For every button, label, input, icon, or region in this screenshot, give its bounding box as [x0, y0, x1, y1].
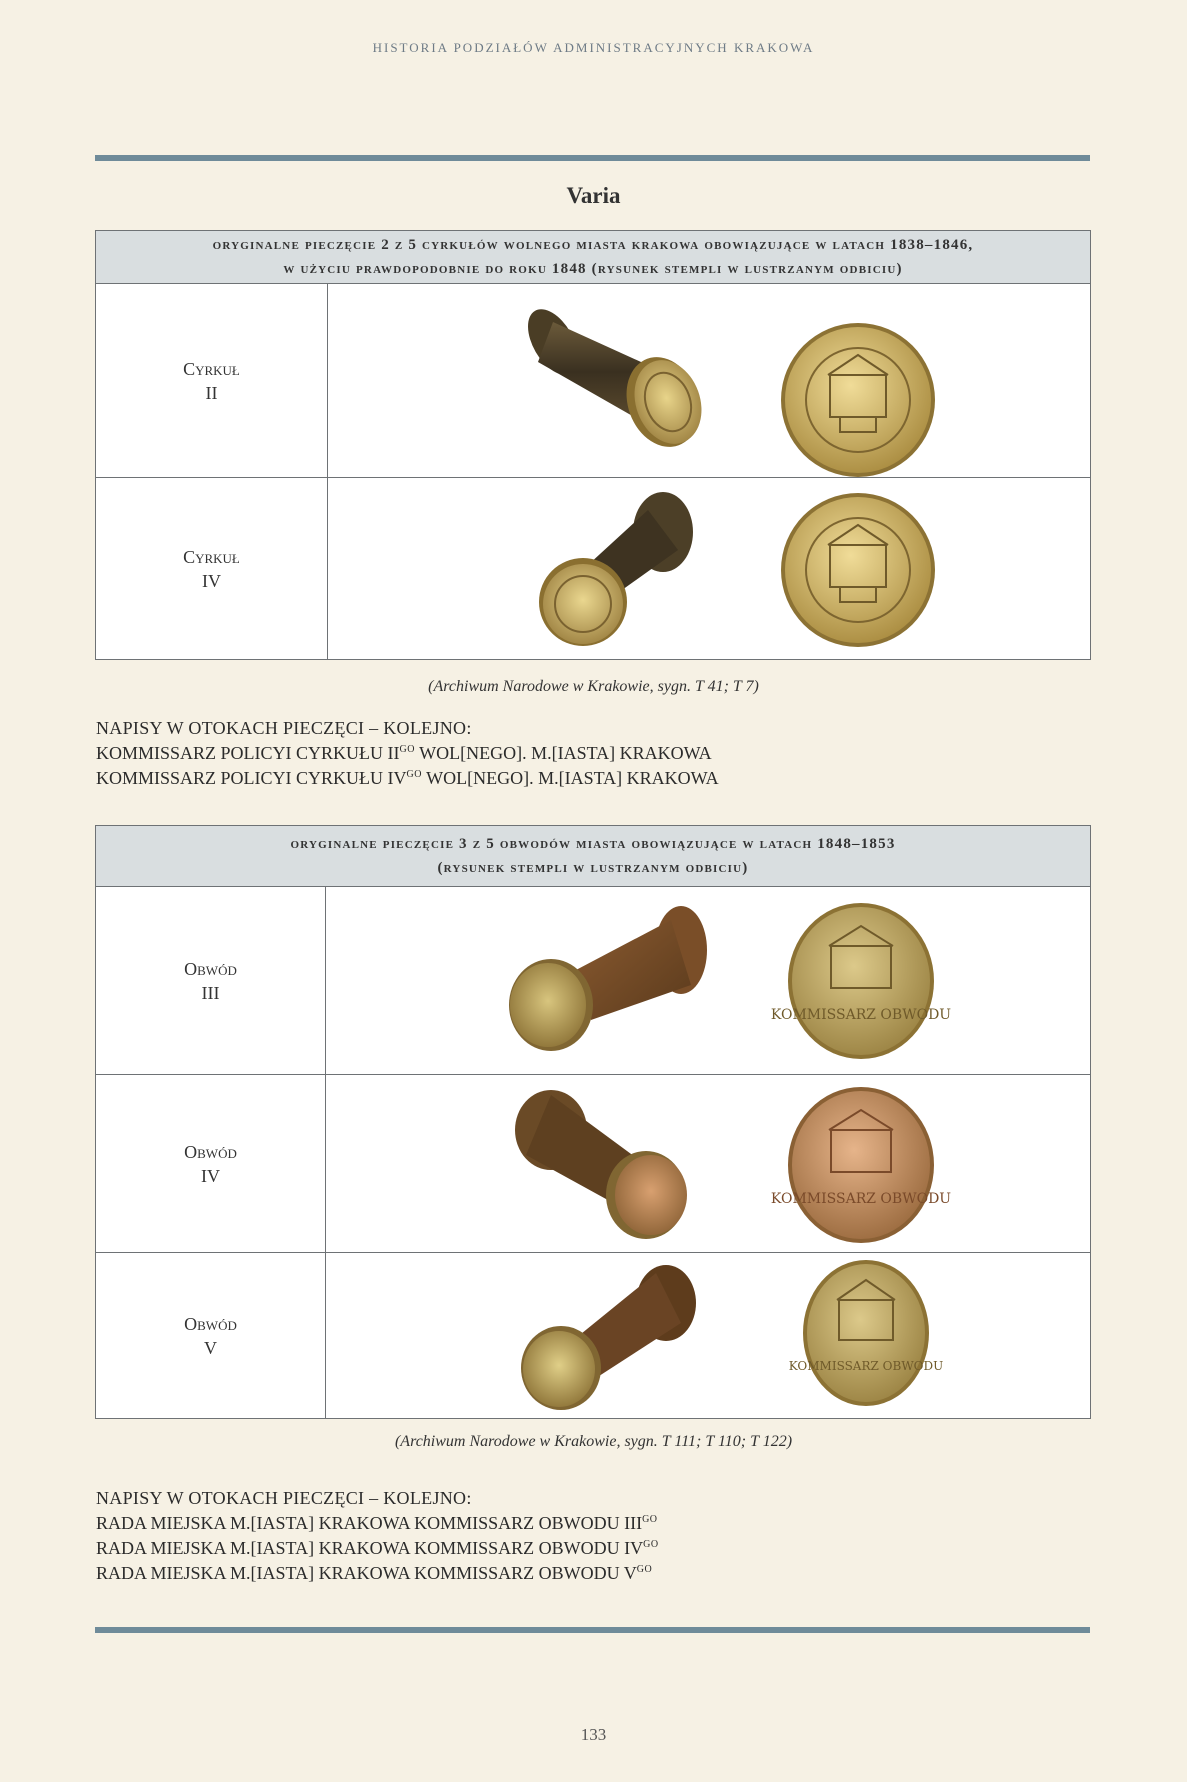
row-label	[96, 478, 328, 660]
row-label-name: Obwód	[184, 958, 237, 979]
header-line: oryginalne pieczęcie 2 z 5 cyrkułów wolnego miasta krakowa obowiązujące w latach 1838–1846,	[212, 237, 974, 253]
row-label-name: Cyrkuł	[183, 546, 240, 567]
row-label-number: IV	[201, 1165, 220, 1186]
seal-inner-text: KOMMISSARZ OBWODU	[770, 1191, 952, 1207]
inscription-line: KOMMISSARZ POLICYI CYRKUŁU $II^{GO}$ WOL[NEGO]. M.[IASTA] KRAKOWA	[96, 743, 712, 763]
row-label-name: Obwód	[184, 1313, 237, 1334]
seal-impression	[770, 901, 952, 1061]
seal-photo-cell	[326, 887, 1091, 1075]
row-label	[96, 1253, 326, 1419]
seal-photo-cell	[326, 1075, 1091, 1253]
stamp-photo	[516, 1263, 706, 1413]
page-number: 133	[580, 1725, 607, 1744]
header-line: (rysunek stempli w lustrzanym odbiciu)	[437, 860, 749, 876]
stamp-photo	[496, 1085, 696, 1245]
inscriptions-block	[96, 1487, 659, 1584]
row-label	[96, 1075, 326, 1253]
inscriptions-block	[96, 717, 719, 789]
seal-photo-cell	[326, 1253, 1091, 1419]
bottom-rule	[95, 1627, 1090, 1633]
archive-caption: (Archiwum Narodowe w Krakowie, sygn. T 41; T 7)	[428, 678, 759, 695]
row-label-number: II	[205, 382, 218, 403]
seal-impression	[778, 490, 938, 650]
top-rule	[95, 155, 1090, 161]
row-label-number: III	[201, 982, 220, 1003]
seals-table-obwody	[95, 825, 1091, 1419]
row-label-number: V	[204, 1337, 217, 1358]
row-label-number: IV	[202, 570, 221, 591]
header-line: oryginalne pieczęcie 3 z 5 obwodów miasta obowiązujące w latach 1848–1853	[290, 836, 896, 852]
inscription-line: RADA MIEJSKA M.[IASTA] KRAKOWA KOMMISSARZ OBWODU $III^{GO}$	[96, 1513, 658, 1533]
seal-inner-text: KOMMISSARZ OBWODU	[770, 1007, 952, 1023]
archive-caption: (Archiwum Narodowe w Krakowie, sygn. T 111; T 110; T 122)	[394, 1433, 793, 1450]
seal-photo-cell	[328, 284, 1091, 478]
inscriptions-title: NAPISY W OTOKACH PIECZĘCI – KOLEJNO:	[96, 718, 472, 738]
row-label-name: Obwód	[184, 1141, 237, 1162]
seal-impression	[770, 1085, 952, 1245]
seal-inner-text: KOMMISSARZ OBWODU	[788, 1359, 944, 1373]
stamp-photo	[496, 905, 726, 1055]
row-label-name: Cyrkuł	[183, 358, 240, 379]
row-label	[96, 284, 328, 478]
table-header	[96, 231, 1091, 284]
stamp-photo	[513, 302, 713, 460]
inscription-line: RADA MIEJSKA M.[IASTA] KRAKOWA KOMMISSARZ OBWODU $IV^{GO}$	[96, 1538, 659, 1558]
header-line: w użyciu prawdopodobnie do roku 1848 (rysunek stempli w lustrzanym odbiciu)	[283, 261, 903, 277]
seal-impression	[788, 1258, 944, 1408]
running-head: HISTORIA PODZIAŁÓW ADMINISTRACYJNYCH KRAKOWA	[372, 40, 815, 55]
seals-table-cyrkuly	[95, 230, 1091, 660]
inscriptions-title: NAPISY W OTOKACH PIECZĘCI – KOLEJNO:	[96, 1488, 472, 1508]
stamp-photo	[528, 490, 708, 650]
inscription-line: RADA MIEJSKA M.[IASTA] KRAKOWA KOMMISSARZ OBWODU $V^{GO}$	[96, 1563, 653, 1583]
seal-photo-cell	[328, 478, 1091, 660]
row-label	[96, 887, 326, 1075]
inscription-line: KOMMISSARZ POLICYI CYRKUŁU $IV^{GO}$ WOL[NEGO]. M.[IASTA] KRAKOWA	[96, 768, 719, 788]
section-title: Varia	[566, 183, 621, 208]
table-header	[96, 826, 1091, 887]
seal-impression	[778, 320, 938, 480]
